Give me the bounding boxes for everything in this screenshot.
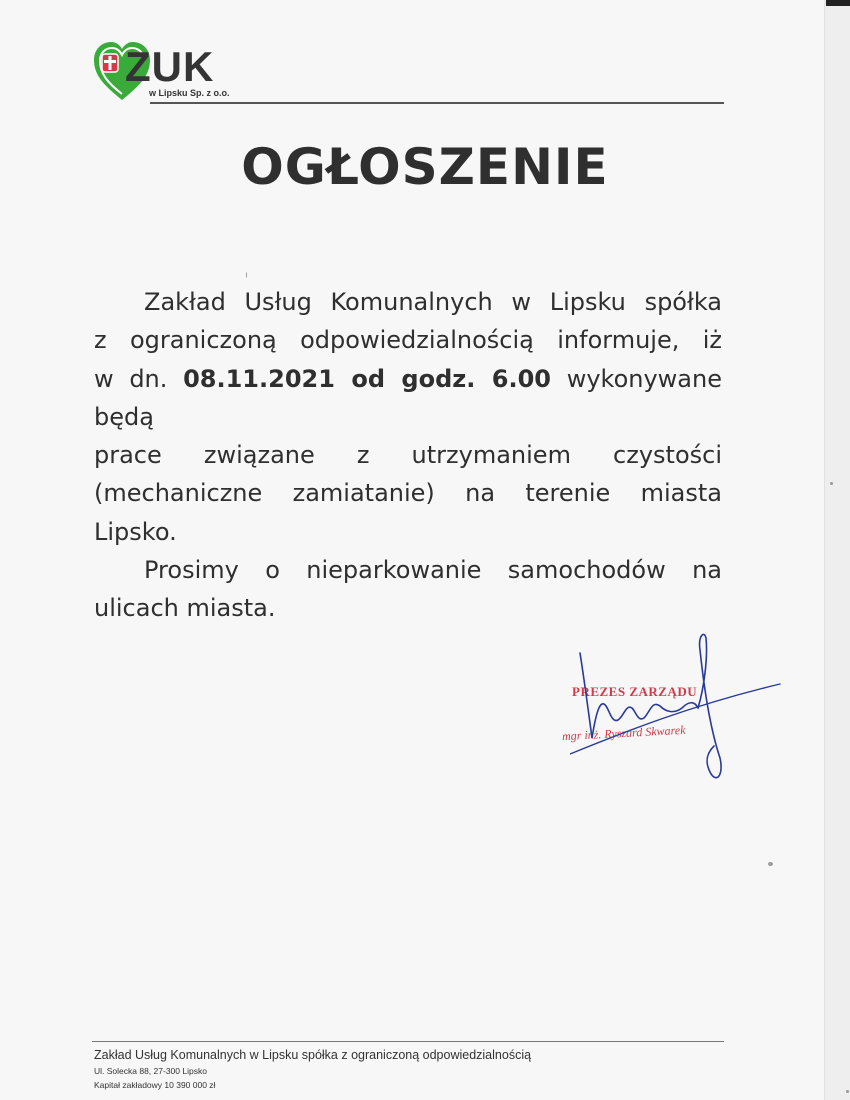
body-line: prace związane z utrzymaniem czystości	[94, 441, 722, 470]
handwritten-signature	[570, 628, 790, 788]
scan-corner-mark	[826, 0, 850, 6]
stamp-name: mgr inż. Ryszard Skwarek	[561, 722, 686, 744]
footer	[94, 1046, 531, 1092]
body-line: Lipsko.	[94, 517, 177, 546]
footer-divider	[92, 1041, 724, 1042]
body-line: (mechaniczne zamiatanie) na terenie miasta	[94, 479, 722, 508]
logo-wordmark: ZUK	[125, 43, 215, 90]
announcement-body	[94, 283, 722, 628]
scan-speck	[846, 1090, 849, 1093]
company-logo	[93, 40, 253, 104]
logo-subtitle: w Lipsku Sp. z o.o.	[149, 88, 230, 98]
body-line: ulicach miasta.	[94, 594, 276, 623]
scan-speck	[768, 862, 773, 866]
scan-speck	[830, 482, 833, 485]
scan-speck	[246, 272, 247, 278]
body-line-date	[94, 360, 722, 437]
stamp-title: PREZES ZARZĄDU	[572, 684, 698, 699]
body-line: Zakład Usług Komunalnych w Lipsku spółka	[144, 288, 722, 316]
body-line: z ograniczoną odpowiedzialnością informuje, iż	[94, 326, 722, 355]
date-suffix: wykonywane będą	[94, 364, 722, 431]
footer-capital: Kapitał zakładowy 10 390 000 zł	[94, 1080, 216, 1090]
date-time-highlight: 08.11.2021 od godz. 6.00	[183, 364, 551, 393]
date-prefix: w dn.	[94, 364, 184, 393]
document-title: OGŁOSZENIE	[241, 138, 609, 196]
body-line: Prosimy o nieparkowanie samochodów na	[144, 556, 722, 585]
footer-address: Ul. Solecka 88, 27-300 Lipsko	[94, 1066, 207, 1076]
footer-company: Zakład Usług Komunalnych w Lipsku spółka z ograniczoną odpowiedzialnością	[94, 1048, 532, 1062]
header-divider	[150, 102, 724, 104]
